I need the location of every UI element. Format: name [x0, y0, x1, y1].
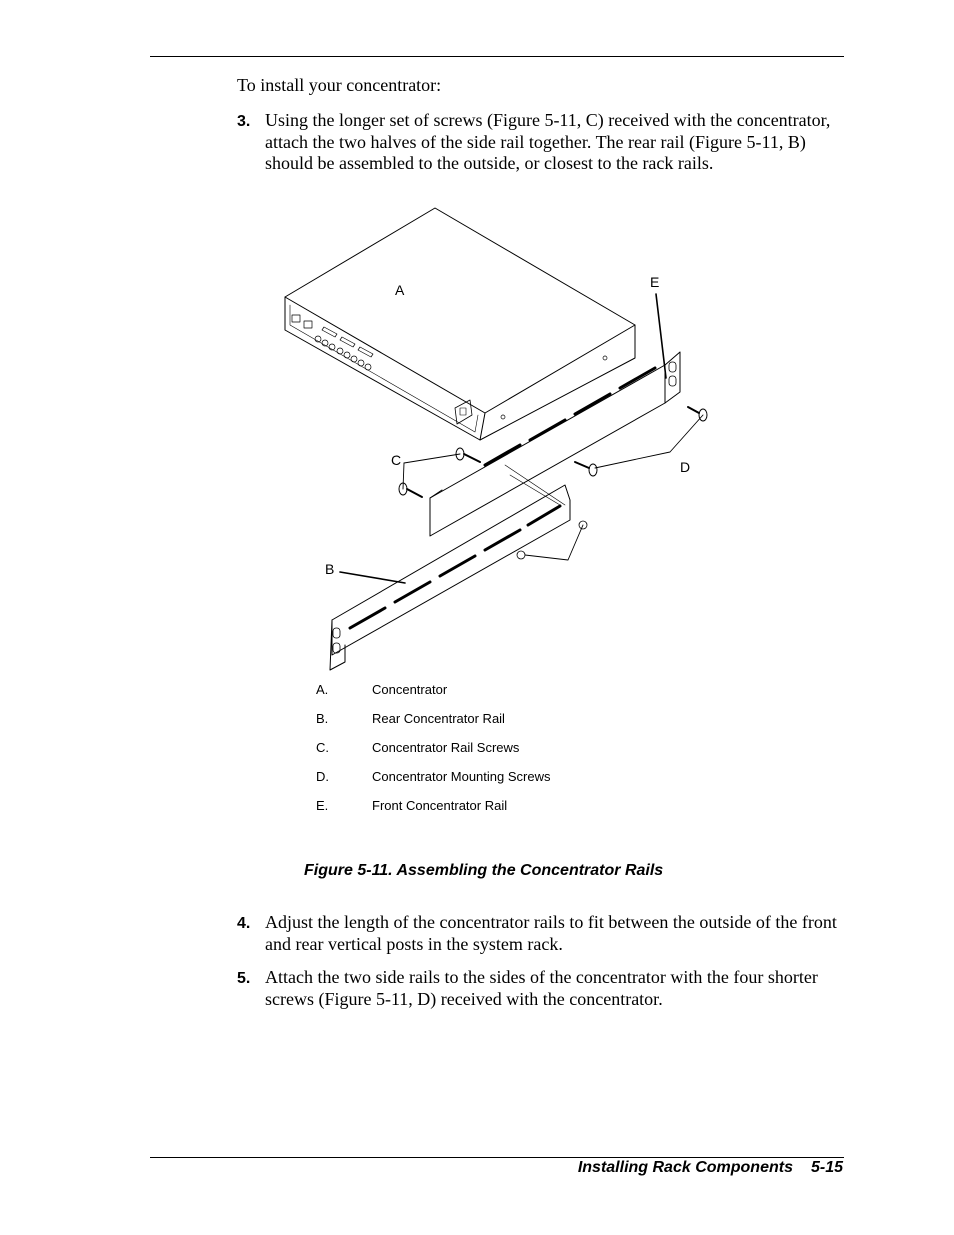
callout-e: E — [650, 274, 660, 290]
page-number: 5-15 — [810, 1159, 843, 1176]
step-5 — [237, 967, 845, 1010]
legend-text: Concentrator Mounting Screws — [372, 769, 551, 784]
rail-assembly-figure — [270, 200, 720, 675]
step-3 — [237, 110, 845, 175]
callout-b: B — [325, 561, 335, 577]
legend-text: Concentrator — [372, 682, 448, 697]
intro-text: To install your concentrator: — [237, 75, 442, 95]
callout-a: A — [395, 282, 405, 298]
figure-caption: Figure 5-11. Assembling the Concentrator Rails — [304, 862, 664, 879]
legend-text: Concentrator Rail Screws — [372, 740, 520, 755]
header-rule — [150, 56, 844, 57]
legend-letter: A. — [316, 682, 329, 697]
legend-letter: C. — [316, 740, 329, 755]
screws-illustration — [399, 407, 707, 559]
callout-c: C — [391, 452, 402, 468]
step-text: Adjust the length of the concentrator rails to fit between the outside of the front and rear vertical posts in the system rack. — [265, 912, 837, 954]
legend-letter: E. — [316, 798, 329, 813]
legend-letter: D. — [316, 769, 329, 784]
legend-letter: B. — [316, 711, 329, 726]
page-footer — [578, 1159, 843, 1177]
step-number: 5. — [237, 970, 251, 987]
legend-text: Rear Concentrator Rail — [372, 711, 505, 726]
callout-d: D — [680, 459, 691, 475]
step-number: 3. — [237, 113, 251, 130]
rear-rail-illustration — [330, 485, 570, 670]
step-text: Using the longer set of screws (Figure 5-11, C) received with the concentrator, attach the two halves of the side rail together. The rear rail (Figure 5-11, B) should be assembled to the outside, or closest to the rack rails. — [265, 110, 831, 173]
step-4 — [237, 912, 845, 955]
concentrator-illustration — [285, 208, 635, 440]
step-text: Attach the two side rails to the sides of the concentrator with the four shorter screws (Figure 5-11, D) received with the concentrator. — [265, 967, 818, 1009]
callout-leaders — [340, 294, 703, 583]
legend-text: Front Concentrator Rail — [372, 798, 508, 813]
footer-section-title: Installing Rack Components — [577, 1159, 793, 1176]
footer-rule — [150, 1157, 844, 1158]
step-number: 4. — [237, 915, 251, 932]
